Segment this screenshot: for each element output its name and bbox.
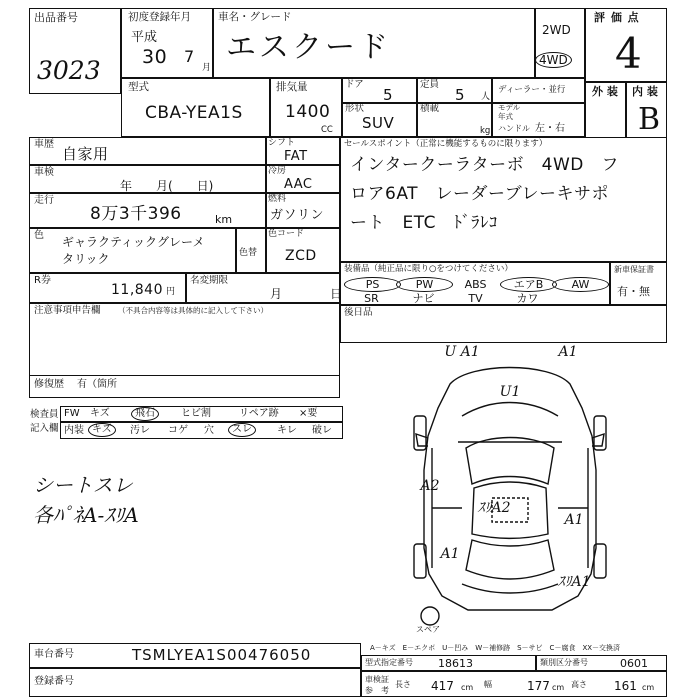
- equipment-navi: ナビ: [412, 292, 435, 305]
- vehicle-damage-diagram: [392, 338, 628, 634]
- shape-value: SUV: [362, 114, 395, 132]
- inspector-label-2: 記入欄: [30, 423, 59, 434]
- handle-label: ハンドル: [498, 124, 530, 133]
- damage-marker-5: ｽﾘA2: [477, 500, 511, 516]
- damage-marker-2: A1: [558, 344, 578, 360]
- inspector-row-1-item-1: キズ: [90, 408, 110, 419]
- score-label: 評 価 点: [594, 11, 640, 24]
- era-label: 平成: [131, 30, 158, 45]
- car-name: エスクード: [226, 30, 391, 65]
- category-number: 0601: [620, 657, 648, 670]
- inspection-label: 車検: [34, 167, 54, 178]
- inspector-row-1-item-2: 飛石: [131, 407, 159, 421]
- mileage-value: 8万3千396: [90, 204, 182, 224]
- score: 4: [615, 29, 642, 78]
- fuel-value: ガソリン: [270, 208, 325, 223]
- sales-point-line-3: ート ETC ﾄﾞﾗﾚｺ: [350, 213, 498, 233]
- color-value-line-1: ギャラクティックグレーメ: [62, 235, 205, 249]
- color-label: 色: [34, 230, 44, 241]
- month-unit: 月: [202, 63, 212, 73]
- history-label: 車歴: [34, 139, 54, 150]
- height-label: 高さ: [571, 680, 587, 689]
- recycle-value: 11,840: [111, 282, 163, 298]
- shift-label: シフト: [268, 138, 296, 148]
- shape-label: 形状: [345, 103, 365, 114]
- length-unit: cm: [461, 683, 474, 692]
- recycle-label: R券: [34, 275, 51, 286]
- displacement-label: 排気量: [276, 81, 308, 93]
- sales-point-line-1: インタークーラターボ 4WD フ: [350, 155, 619, 175]
- model-year-label-2: 年式: [498, 112, 513, 121]
- width-value: 177: [527, 679, 550, 693]
- inspector-row-2-item-2: 汚レ: [130, 425, 150, 436]
- load-unit: kg: [480, 126, 491, 136]
- damage-marker-3: U1: [499, 384, 521, 400]
- damage-marker-8: ｽﾘA1: [557, 574, 591, 590]
- spare-label: スペア: [416, 625, 440, 634]
- shift-value: FAT: [284, 149, 308, 164]
- length-label: 長さ: [395, 680, 411, 689]
- inspector-row-2-item-6: キレ: [277, 425, 297, 436]
- first-registration-label: 初度登録年月: [128, 11, 191, 23]
- color-code-label: 色コード: [268, 229, 305, 239]
- notes-label: 注意事項申告欄: [34, 305, 101, 316]
- sales-point-label: セールスポイント（正常に機能するものに限ります）: [344, 139, 548, 149]
- inspector-row-1-item-4: リペア跡: [239, 408, 279, 419]
- chassis-number: TSMLYEA1S00476050: [132, 646, 312, 664]
- color-code: ZCD: [285, 248, 317, 264]
- damage-marker-7: A1: [440, 546, 460, 562]
- windshield: [466, 438, 554, 485]
- name-change-value: 月 日: [270, 287, 343, 301]
- inspector-row-2-item-3: コゲ: [168, 425, 188, 436]
- damage-legend: A－キズ E－エクボ U－凹み W－補修跡 S－サビ C－腐食 XX－交換済: [370, 644, 621, 652]
- registration-label: 登録番号: [34, 676, 74, 687]
- equipment-abs: ABS: [464, 278, 487, 291]
- inspector-row-1-item-5: ×要: [299, 408, 318, 419]
- front-right-wheel: [594, 416, 606, 450]
- drive-4wd: 4WD: [535, 52, 572, 68]
- equipment-ps: PS: [344, 277, 401, 292]
- lot-number: 3023: [37, 56, 101, 85]
- model-code-label: 型式: [128, 81, 149, 93]
- ac-value: AAC: [284, 177, 313, 192]
- mileage-label: 走行: [34, 195, 54, 206]
- height-value: 161: [614, 679, 637, 693]
- capacity-value: 5: [455, 86, 466, 104]
- equipment-aw: AW: [552, 277, 609, 292]
- cert-label-2: 参 考: [365, 686, 389, 695]
- fuel-label: 燃料: [268, 194, 287, 204]
- spare-tire: [421, 607, 439, 625]
- front-left-wheel: [414, 416, 426, 450]
- displacement: 1400: [285, 102, 331, 122]
- height-unit: cm: [642, 683, 655, 692]
- sales-point-line-2: ロア6AT レーダーブレーキサポ: [350, 184, 609, 204]
- warranty-label: 新車保証書: [614, 265, 654, 274]
- category-label: 類別区分番号: [540, 658, 588, 667]
- later-items-label: 後日品: [344, 307, 373, 318]
- drive-2wd: 2WD: [542, 23, 571, 37]
- recycle-unit: 円: [166, 287, 176, 297]
- inspector-row-2-item-1: キズ: [88, 423, 116, 437]
- inspector-row-2-item-5: スレ: [228, 423, 256, 437]
- vehicle-outline: [392, 338, 628, 634]
- capacity-unit: 人: [481, 92, 491, 102]
- name-change-label: 名変期限: [190, 275, 229, 286]
- width-label: 幅: [484, 680, 492, 689]
- dealer-label: ディーラー・並行: [498, 85, 566, 95]
- handwritten-note-1: シートスレ: [33, 473, 133, 497]
- equipment-leather: カワ: [516, 292, 539, 305]
- repair-history-box: [29, 375, 340, 398]
- history-value: 自家用: [62, 145, 109, 163]
- front-hood-line: [462, 403, 558, 417]
- registration-month: 7: [184, 47, 195, 66]
- rear-window: [466, 540, 554, 579]
- tailgate-line: [462, 584, 558, 593]
- model-year-label-1: モデル: [498, 103, 521, 112]
- ac-label: 冷房: [268, 166, 287, 176]
- registration-year: 30: [142, 46, 168, 68]
- damage-marker-6: A1: [564, 512, 584, 528]
- interior-score: B: [638, 102, 661, 137]
- doors-label: ドア: [345, 79, 364, 90]
- equipment-label: 装備品（純正品に限り○をつけてください）: [344, 264, 513, 274]
- color-change-label: 色替: [239, 248, 258, 258]
- model-code: CBA-YEA1S: [145, 103, 243, 123]
- color-value-line-2: タリック: [62, 252, 110, 266]
- equipment-sr: SR: [364, 292, 379, 305]
- type-designation-number: 18613: [438, 657, 473, 670]
- doors-value: 5: [383, 86, 394, 104]
- load-label: 積載: [420, 103, 440, 114]
- warranty-value: 有・無: [617, 285, 650, 298]
- inspector-row-1-head: FW: [64, 408, 80, 419]
- inspector-row-2-head: 内装: [64, 425, 84, 436]
- inspector-row-2-item-7: 破レ: [312, 425, 332, 436]
- equipment-pw: PW: [396, 277, 453, 292]
- equipment-tv: TV: [468, 292, 483, 305]
- car-name-label: 車名・グレード: [218, 11, 292, 23]
- damage-marker-1: U A1: [444, 344, 480, 360]
- registration-box: [29, 668, 361, 697]
- mileage-unit: km: [215, 213, 233, 226]
- length-value: 417: [431, 679, 454, 693]
- repair-history-value: 有（箇所: [77, 379, 117, 390]
- inspector-label-1: 検査員: [30, 409, 59, 420]
- inspector-row-2-item-4: 穴: [204, 425, 214, 436]
- cert-label-1: 車検証: [365, 675, 389, 684]
- inspection-value: 年 月( 日): [120, 179, 214, 193]
- damage-marker-4: A2: [420, 478, 440, 494]
- handle-value: 左・右: [535, 123, 565, 134]
- notes-sublabel: （不具合内容等は具体的に記入して下さい）: [118, 306, 268, 315]
- interior-label: 内 装: [632, 85, 658, 98]
- width-unit: cm: [552, 683, 565, 692]
- inspector-row-1-item-3: ヒビ割: [181, 408, 211, 419]
- capacity-label: 定員: [420, 79, 440, 90]
- exterior-label: 外 装: [592, 85, 618, 98]
- lot-number-label: 出品番号: [34, 11, 78, 24]
- equipment-airbag: エアB: [500, 277, 557, 292]
- repair-history-label: 修復歴: [34, 379, 64, 390]
- type-designation-label: 型式指定番号: [365, 658, 413, 667]
- handwritten-note-2: 各ﾊﾟﾈA-ｽﾘA: [33, 503, 139, 527]
- displacement-unit: CC: [321, 125, 333, 135]
- chassis-label: 車台番号: [34, 649, 74, 660]
